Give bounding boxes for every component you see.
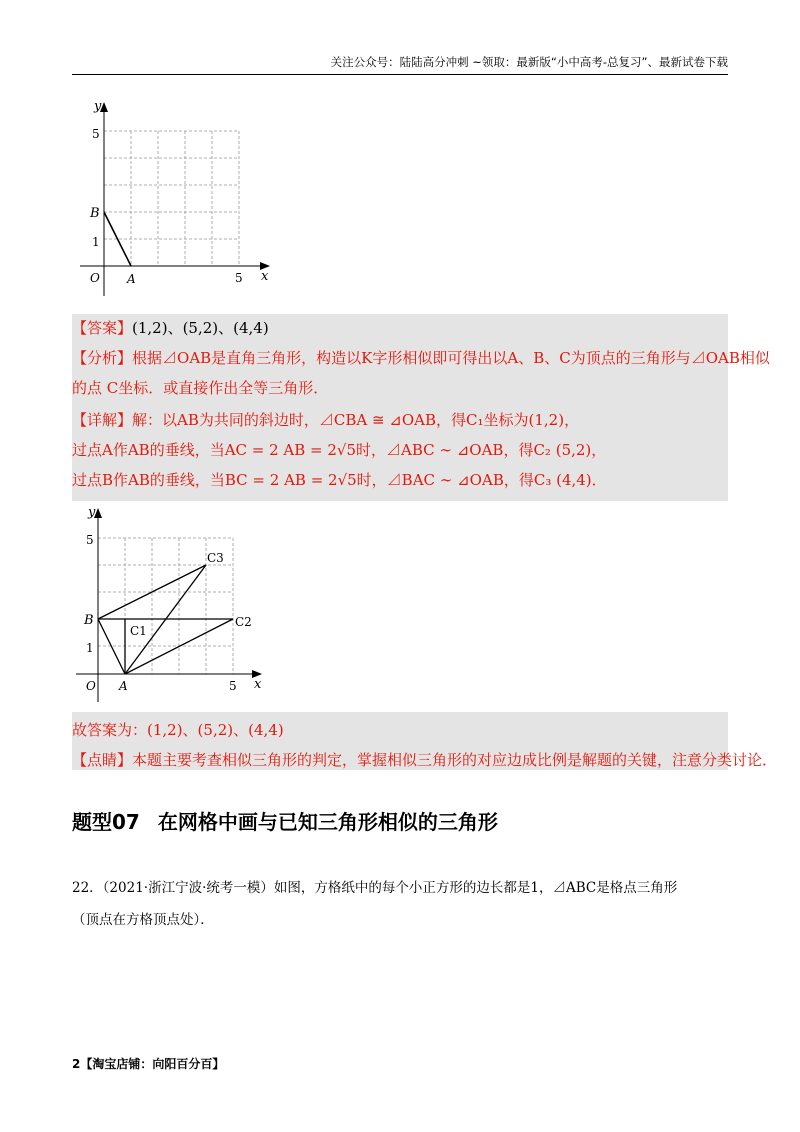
answer-text: (1,2)、(5,2)、(4,4)	[132, 319, 269, 337]
graph2-origin: O	[86, 679, 96, 693]
detail-line-3: 过点B作AB的垂线，当BC = 2 AB = 2√5时，⊿BAC ∼ ⊿OAB，得C₃ (4,4)．	[72, 471, 607, 489]
header-text: 关注公众号：陆陆高分冲刺 ~领取：最新版“小中高考-总复习”、最新试卷下载	[330, 55, 728, 69]
detail-line-1	[72, 410, 579, 430]
detail-line-2: 过点A作AB的垂线，当AC = 2 AB = 2√5时，⊿ABC ∼ ⊿OAB，得C₂ (5,2)，	[72, 441, 607, 459]
page-footer: 2【淘宝店铺：向阳百分百】	[72, 1057, 225, 1071]
grid-graph-2	[72, 502, 268, 706]
graph1-tick-x5: 5	[235, 271, 243, 285]
section-heading: 在网格中画与已知三角形相似的三角形	[157, 810, 498, 834]
analysis-tag: 【分析】	[72, 349, 133, 367]
analysis-text-1: 根据⊿OAB是直角三角形，构造以K字形相似即可得出以A、B、C为顶点的三角形与⊿OAB相似	[132, 349, 770, 367]
graph2-tick-x5: 5	[229, 679, 237, 693]
segment-ab	[98, 619, 125, 674]
graph1-point-b: B	[90, 206, 100, 221]
graph2-tick-y5: 5	[86, 533, 94, 547]
question-line-2: （顶点在方格顶点处）．	[72, 912, 214, 928]
graph1-x-label: x	[261, 269, 269, 284]
detail-tag: 【详解】	[72, 411, 133, 429]
final-answer: 故答案为：(1,2)、(5,2)、(4,4)	[72, 721, 284, 739]
graph2-point-b: B	[84, 613, 94, 628]
comment-line	[72, 750, 777, 770]
question-line-1: 22．（2021·浙江宁波·统考一模）如图，方格纸中的每个小正方形的边长都是1，⊿ABC是格点三角形	[72, 880, 678, 896]
graph2-point-c1: C1	[130, 624, 147, 638]
graph1-point-a: A	[127, 272, 136, 286]
graph1-y-label: y	[94, 99, 102, 114]
page-header	[72, 54, 728, 75]
section-title	[72, 806, 498, 835]
graph2-point-c2: C2	[235, 615, 252, 629]
graph2-point-c3: C3	[207, 551, 224, 565]
detail-text-1: 解：以AB为共同的斜边时，⊿CBA ≅ ⊿OAB，得C₁坐标为(1,2)，	[132, 411, 580, 429]
analysis-line-2: 的点 C坐标．或直接作出全等三角形．	[72, 379, 329, 397]
analysis-line-1	[72, 348, 770, 368]
graph2-point-a: A	[119, 679, 128, 693]
grid-graph-1	[72, 96, 282, 296]
graph2-y-label: y	[88, 505, 96, 520]
graph1-origin: O	[90, 271, 100, 285]
graph2-x-label: x	[254, 677, 262, 692]
graph1-tick-y5: 5	[92, 127, 100, 141]
answer-line	[72, 318, 269, 338]
comment-text: 本题主要考查相似三角形的判定，掌握相似三角形的对应边成比例是解题的关键，注意分类讨论．	[132, 751, 778, 769]
section-label: 题型07	[72, 810, 140, 834]
graph2-tick-y1: 1	[86, 641, 94, 655]
graph1-tick-y1: 1	[92, 235, 100, 249]
comment-tag: 【点睛】	[72, 751, 133, 769]
answer-tag: 【答案】	[72, 319, 133, 337]
